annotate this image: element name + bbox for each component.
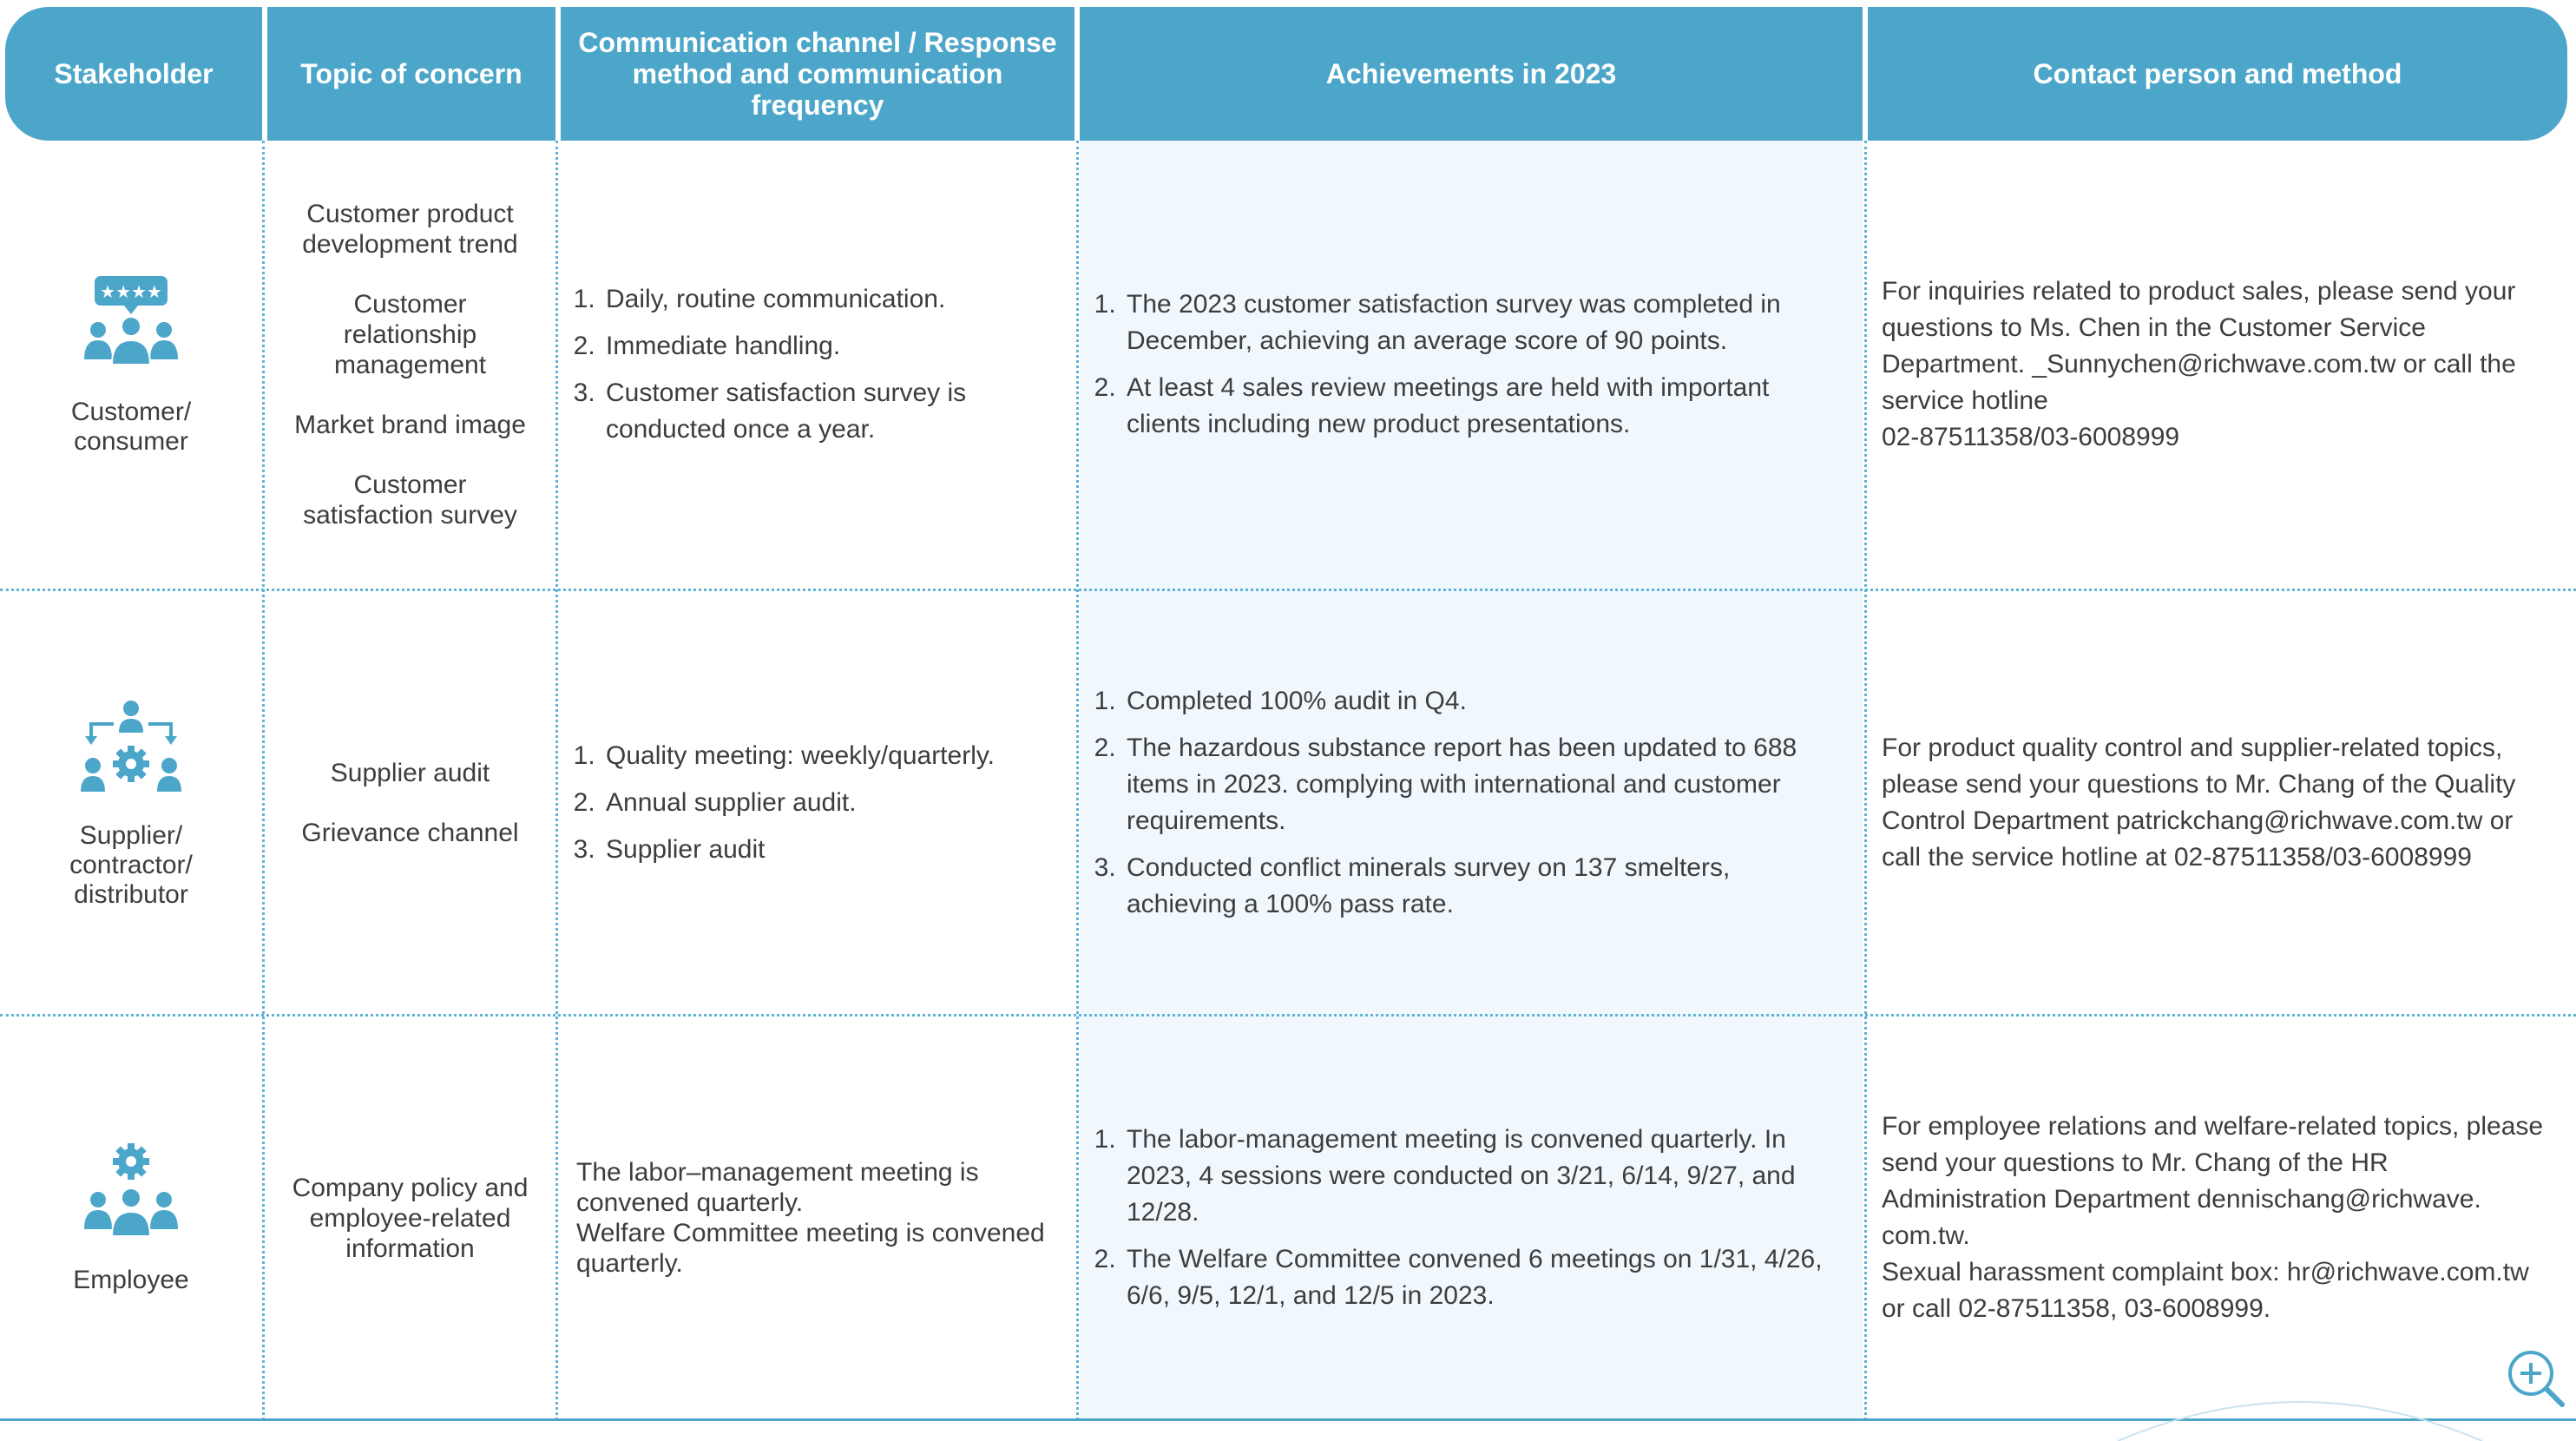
channel-item: 3. Customer satisfaction survey is conducted once a year. — [602, 375, 1059, 448]
table-row-contact — [1882, 141, 2550, 589]
stakeholder-label: Customer/ consumer — [70, 398, 192, 456]
channel-item: 3. Supplier audit — [602, 832, 1059, 868]
table-row-contact — [1882, 1017, 2550, 1418]
table-row-topics — [265, 1017, 555, 1418]
table-row-stakeholder — [0, 1017, 262, 1418]
channel-item: 2. Annual supplier audit. — [602, 785, 1059, 821]
achievement-item: 1. The labor-management meeting is convened quarterly. In 2023, 4 sessions were conducted on 3/21, 6/14, 9/27, and 12/28. — [1123, 1122, 1831, 1231]
header-stakeholder: Stakeholder — [54, 58, 214, 89]
header-channel: Communication channel / Response method and communication frequency — [578, 27, 1057, 121]
column-divider — [1864, 141, 1867, 1420]
table-row-achievements — [1094, 1017, 1831, 1418]
customer-rating-group-icon — [79, 273, 183, 377]
contact-text: For employee relations and welfare-related topics, please send your questions to Mr. Chang of the HR Administration Department dennischang@richwave. — [1882, 1112, 2544, 1214]
table-row-stakeholder — [0, 592, 262, 1014]
contact-phone: 02-87511358/03-6008999 — [1882, 423, 2180, 451]
achievement-item: 3. Conducted conflict minerals survey on 137 smelters, achieving a 100% pass rate. — [1123, 850, 1831, 923]
column-divider — [555, 141, 558, 1420]
achievement-item: 1. Completed 100% audit in Q4. — [1123, 683, 1831, 720]
topic-item: Supplier audit — [330, 759, 490, 787]
topic-item: Grievance channel — [301, 819, 519, 847]
channel-item: The labor–management meeting is convened quarterly. — [576, 1158, 979, 1217]
header-topic: Topic of concern — [300, 58, 522, 89]
topic-item: Company policy and employee-related information — [292, 1173, 529, 1263]
channel-item: 1. Quality meeting: weekly/quarterly. — [602, 738, 1059, 774]
achievement-item: 2. The Welfare Committee convened 6 meetings on 1/31, 4/26, 6/6, 9/5, 12/1, and 12/5 in 2023. — [1123, 1241, 1831, 1314]
contact-text: Sexual harassment complaint box: hr@richwave.com.tw or call 02-87511358, 03-6008999. — [1882, 1258, 2529, 1323]
column-divider — [1076, 141, 1079, 1420]
topic-item: Customer satisfaction survey — [303, 470, 517, 530]
table-row-achievements — [1094, 141, 1831, 589]
zoom-in-icon[interactable] — [2505, 1347, 2567, 1410]
table-row-topics — [265, 592, 555, 1014]
table-row-topics — [265, 141, 555, 589]
stakeholder-label: Employee — [73, 1266, 189, 1294]
channel-item: 1. Daily, routine communication. — [602, 281, 1059, 318]
stakeholder-label: Supplier/ contractor/ distributor — [69, 821, 193, 909]
achievement-item: 2. The hazardous substance report has been updated to 688 items in 2023. complying with international and customer requirements. — [1123, 730, 1831, 839]
topic-item: Customer product development trend — [302, 200, 518, 259]
contact-text: For product quality control and supplier-related topics, please send your questions to Mr. Chang of the Quality Control Department patrickchang@richwave.com.tw or call the service hotline at 02-87511358/03-6008999 — [1882, 734, 2516, 872]
supplier-network-gear-icon — [79, 696, 183, 800]
channel-item: Welfare Committee meeting is convened quarterly. — [576, 1219, 1045, 1278]
achievement-item: 1. The 2023 customer satisfaction survey was completed in December, achieving an average score of 90 points. — [1123, 286, 1831, 359]
contact-text: For inquiries related to product sales, please send your questions to Ms. Chen in the Customer Service Department. _Sunnychen@richwave.com.tw or call the service hotline — [1882, 277, 2516, 415]
svg-text:★★★★: ★★★★ — [100, 281, 162, 302]
table-row-achievements — [1094, 592, 1831, 1014]
row-divider — [0, 1014, 2576, 1017]
achievement-item: 2. At least 4 sales review meetings are held with important clients including new product presentations. — [1123, 370, 1831, 443]
table-row-stakeholder — [0, 141, 262, 589]
topic-item: Customer relationship management — [333, 290, 487, 379]
row-divider — [0, 589, 2576, 591]
table-row-channels — [573, 141, 1059, 589]
decorative-arc — [2118, 1389, 2482, 1441]
header-achievements: Achievements in 2023 — [1325, 58, 1617, 89]
employee-gear-group-icon — [79, 1141, 183, 1245]
topic-item: Market brand image — [294, 411, 526, 439]
header-contact: Contact person and method — [2033, 58, 2402, 89]
table-row-channels — [573, 592, 1059, 1014]
table-row-channels — [576, 1017, 1059, 1418]
contact-text: com.tw. — [1882, 1221, 1970, 1250]
table-row-contact — [1882, 592, 2550, 1014]
channel-item: 2. Immediate handling. — [602, 328, 1059, 365]
